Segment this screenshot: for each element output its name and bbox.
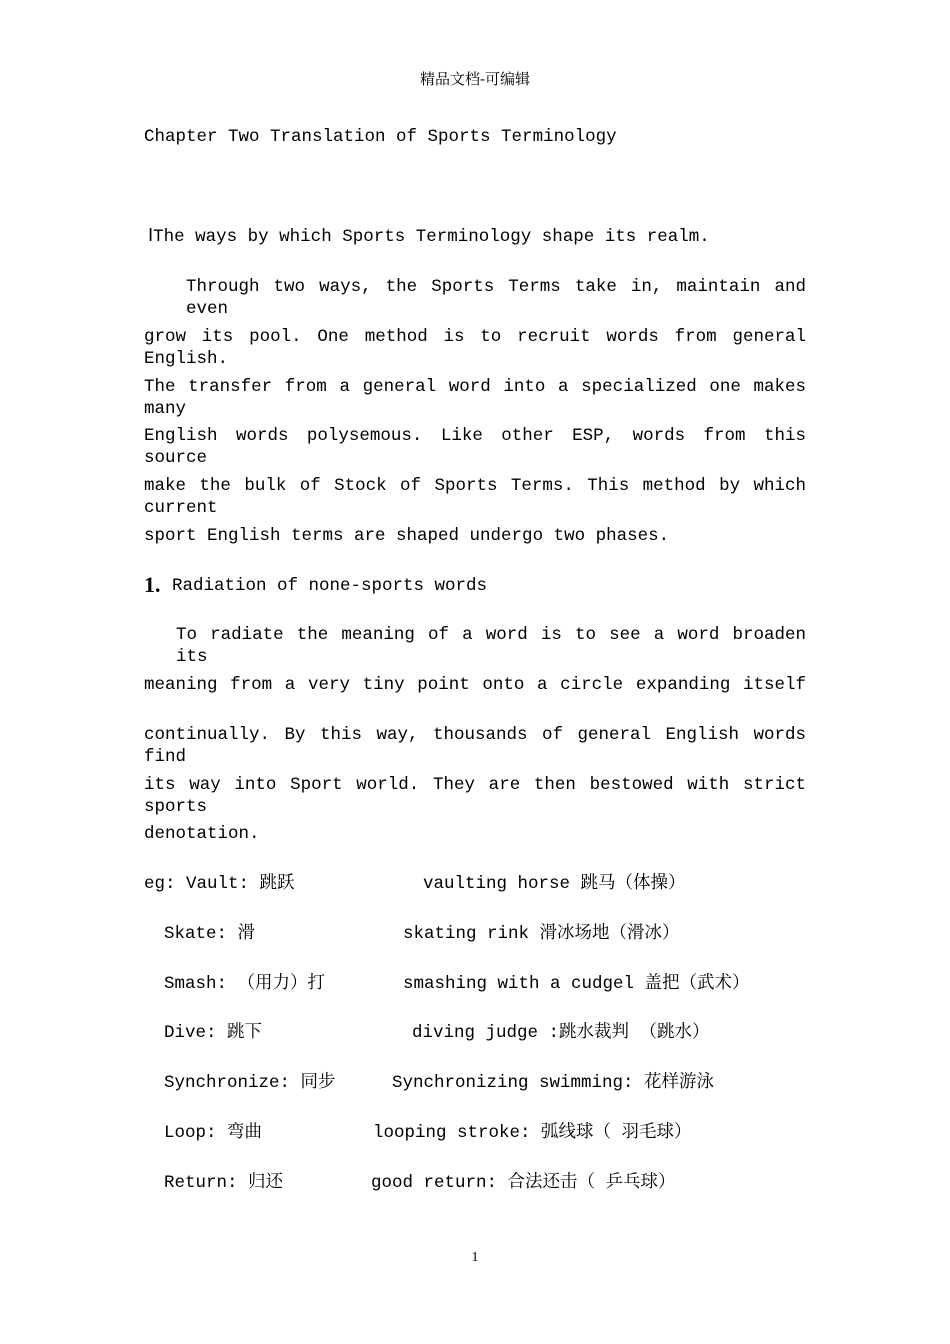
example-term: Dive: 跳下 bbox=[164, 1023, 263, 1043]
paragraph-line: continually. By this way, thousands of general English words find bbox=[144, 725, 806, 767]
paragraph-line: Through two ways, the Sports Terms take in, maintain and even bbox=[186, 277, 806, 319]
page-number: 1 bbox=[471, 1250, 479, 1265]
example-term: Smash: （用力）打 bbox=[164, 974, 326, 994]
example-term: Return: 归还 bbox=[164, 1173, 284, 1193]
section-title: ⅠThe ways by which Sports Terminology shape its realm. bbox=[148, 227, 710, 247]
paragraph-line: grow its pool. One method is to recruit words from general English. bbox=[144, 327, 806, 369]
paragraph-line: English words polysemous. Like other ESP, words from this source bbox=[144, 426, 806, 468]
paragraph-line: denotation. bbox=[144, 824, 260, 844]
paragraph-line: The transfer from a general word into a specialized one makes many bbox=[144, 377, 806, 419]
paragraph-line: meaning from a very tiny point onto a circle expanding itself bbox=[144, 675, 806, 695]
example-usage: Synchronizing swimming: 花样游泳 bbox=[392, 1073, 715, 1093]
subsection-number: 1. bbox=[144, 572, 161, 597]
example-term: eg: Vault: 跳跃 bbox=[144, 874, 295, 894]
paragraph-line: make the bulk of Stock of Sports Terms. This method by which current bbox=[144, 476, 806, 518]
example-usage: vaulting horse 跳马（体操） bbox=[423, 874, 686, 894]
chapter-title: Chapter Two Translation of Sports Terminology bbox=[144, 127, 617, 147]
example-usage: skating rink 滑冰场地（滑冰） bbox=[403, 924, 680, 944]
example-term: Loop: 弯曲 bbox=[164, 1123, 263, 1143]
paragraph-line: To radiate the meaning of a word is to see a word broaden its bbox=[176, 625, 806, 667]
paragraph-line: its way into Sport world. They are then bestowed with strict sports bbox=[144, 775, 806, 817]
example-term: Synchronize: 同步 bbox=[164, 1073, 336, 1093]
example-term: Skate: 滑 bbox=[164, 924, 256, 944]
example-usage: looping stroke: 弧线球（ 羽毛球） bbox=[373, 1123, 692, 1143]
page-header: 精品文档-可编辑 bbox=[419, 70, 531, 88]
subsection-title: Radiation of none-sports words bbox=[172, 576, 488, 596]
paragraph-line: sport English terms are shaped undergo two phases. bbox=[144, 526, 670, 546]
example-usage: good return: 合法还击（ 乒乓球） bbox=[371, 1173, 676, 1193]
example-usage: diving judge :跳水裁判 （跳水） bbox=[412, 1023, 710, 1043]
example-usage: smashing with a cudgel 盖把（武术） bbox=[403, 974, 750, 994]
